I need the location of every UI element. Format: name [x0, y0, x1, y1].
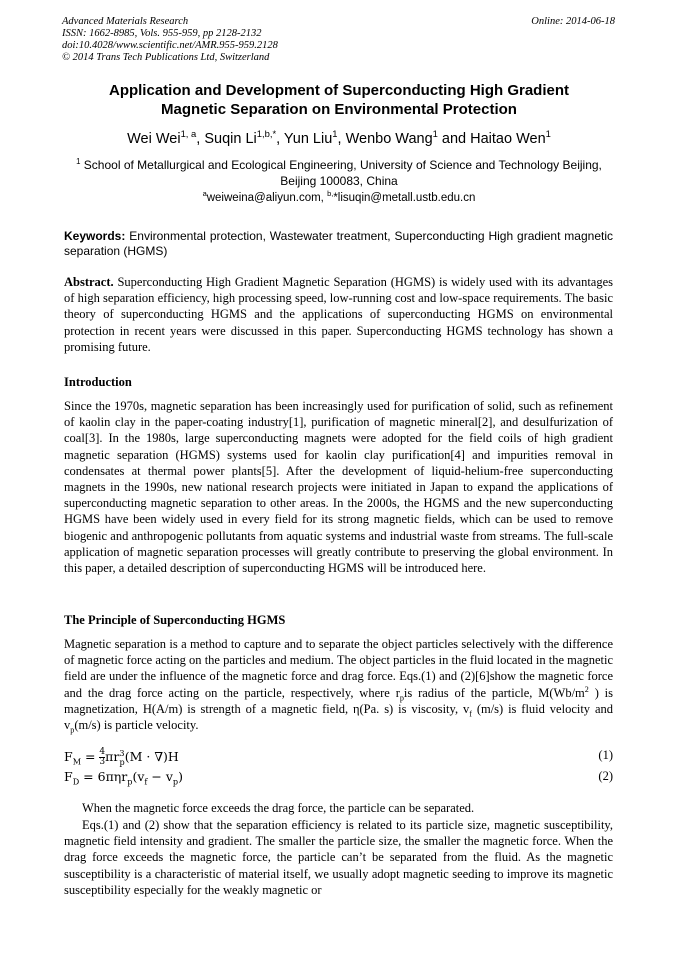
author-name: Wenbo Wang: [345, 131, 433, 147]
issn-line: ISSN: 1662-8985, Vols. 955-959, pp 2128-2132: [62, 28, 262, 39]
keywords-label: Keywords:: [64, 229, 126, 243]
author-affil-mark: 1: [545, 128, 551, 140]
author-affil-mark: 1: [432, 128, 438, 140]
equation-1: [64, 748, 613, 767]
abstract-block: [64, 274, 613, 355]
paper-title: [64, 82, 614, 119]
email-link[interactable]: weiweina@aliyun.com,: [206, 192, 324, 204]
equation-1-body: $F_M$ = $\frac{4}{3}$ $\pi r^3_p(M \cdot \nabla)H$: [64, 747, 179, 767]
email-mark: a: [202, 189, 207, 199]
abstract-label: Abstract.: [64, 275, 114, 289]
principle-paragraph-2: When the magnetic force exceeds the drag force, the particle can be separated.: [82, 801, 475, 815]
equation-2-body: $F_D = 6\pi\eta r_p(v_f - v_p)$: [64, 769, 184, 787]
affiliation-line-2: Beijing 100083, China: [280, 174, 398, 188]
author-affil-mark: 1: [332, 128, 338, 140]
equation-1-number: (1): [598, 748, 613, 762]
author-affil-mark: 1, a: [180, 128, 197, 140]
section-heading-principle: The Principle of Superconducting HGMS: [64, 613, 286, 627]
author-emails: [64, 189, 614, 204]
author-name: Wei Wei: [127, 131, 181, 147]
email-link[interactable]: *lisuqin@metall.ustb.edu.cn: [333, 192, 476, 204]
author-affil-mark: 1,b,*: [256, 128, 277, 140]
copyright-line: © 2014 Trans Tech Publications Ltd, Switzerland: [62, 52, 270, 63]
introduction-paragraph: Since the 1970s, magnetic separation has been increasingly used for purification of solid, such as refinement of kaolin clay in the paper-coating industry[1], purification of magnetic mineral[2], and desulfurization of coal[3]. In the 1980s, large superconducting magnets were adopted for the field coils of high gradient magnetic separation (HGMS) systems used for kaolin clay purification[4] and impurities removal in condensates at thermal power plants[5]. After the development of liquid-helium-free superconducting magnets in the 1990s, new national research projects were initiated in Japan to expand the applications of superconducting magnetic separation to other areas. In the 2000s, the HGMS and the new superconducting HGMS have been widely used in every field for its strong magnetic fields, which can be used to remove biogenic and anthropogenic pollutants from aquatic systems and industrial waste from streams. The full-scale application of magnetic separation processes will greatly contribute to preserving the global environment. In this paper, a detailed description of superconducting HGMS will be introduced here.: [64, 399, 613, 576]
author-name: Haitao Wen: [470, 131, 546, 147]
section-heading-introduction: Introduction: [64, 375, 132, 389]
affiliation-line-1: School of Metallurgical and Ecological Engineering, University of Science and Technology Beijing,: [83, 158, 602, 172]
principle-paragraph-3: Eqs.(1) and (2) show that the separation efficiency is related to its particle size, magnetic susceptibility, magnetic field intensity and gradient. The smaller the particle size, the smaller the magnetic force. When the drag force exceeds the magnetic force, the particle can’t be separated from the fluid. As the magnetic susceptibility is a characteristic of material itself, we usually adopt magnetic seeding to improve its magnetic susceptibility especially for the weakly magnetic or: [64, 818, 613, 897]
author-name: Suqin Li: [204, 131, 257, 147]
equation-2-number: (2): [598, 769, 613, 783]
equation-2: [64, 769, 613, 787]
doi-line: doi:10.4028/www.scientific.net/AMR.955-959.2128: [62, 40, 278, 51]
title-line-1: Application and Development of Superconducting High Gradient: [108, 82, 570, 99]
journal-info: [62, 16, 278, 64]
author-name: Yun Liu: [283, 131, 333, 147]
keywords-block: [64, 229, 613, 259]
abstract-text: Superconducting High Gradient Magnetic Separation (HGMS) is widely used with its advantages of high separation efficiency, high processing speed, low-running cost and low-space requirements. The basic theory of superconducting HGMS and the applications of superconducting HGMS on environmental protection in recent years were discussed in this paper. Superconducting HGMS technology has shown a promising future.: [64, 275, 613, 354]
email-mark: b,: [327, 189, 334, 199]
title-line-2: Magnetic Separation on Environmental Protection: [161, 100, 517, 118]
principle-paragraph-1: Magnetic separation is a method to capture and to separate the object particles selectively with the difference of magnetic force acting on the particles and medium. The object particles in the fluid located in the magnetic field are under the influence of the magnetic force and drag force. Eqs.(1) and (2)[6]show the magnetic force and the drag force acting on the particle, respectively, where $r_pis$ radius of the particle, $M(Wb/m^2$ ) is magnetization, H(A/m) is strength of a magnetic field, η(Pa. s) is viscosity, $v_f$ (m/s) is fluid velocity and $v_p(m/s)$ is particle velocity.: [64, 637, 614, 735]
author-list: Wei Wei$^{1, a}$, Suqin $Li^{1,b,*}$, Yun Liu$^1$, Wenbo Wang$^1$ and Haitao Wen$^1$: [127, 128, 551, 147]
online-date: Online: 2014-06-18: [531, 16, 615, 27]
keywords-text: Environmental protection, Wastewater treatment, Superconducting High gradient magnetic separation (HGMS): [64, 229, 613, 258]
journal-name: Advanced Materials Research: [62, 16, 189, 27]
affiliation-mark: 1: [76, 157, 81, 166]
affiliation: [64, 157, 614, 189]
